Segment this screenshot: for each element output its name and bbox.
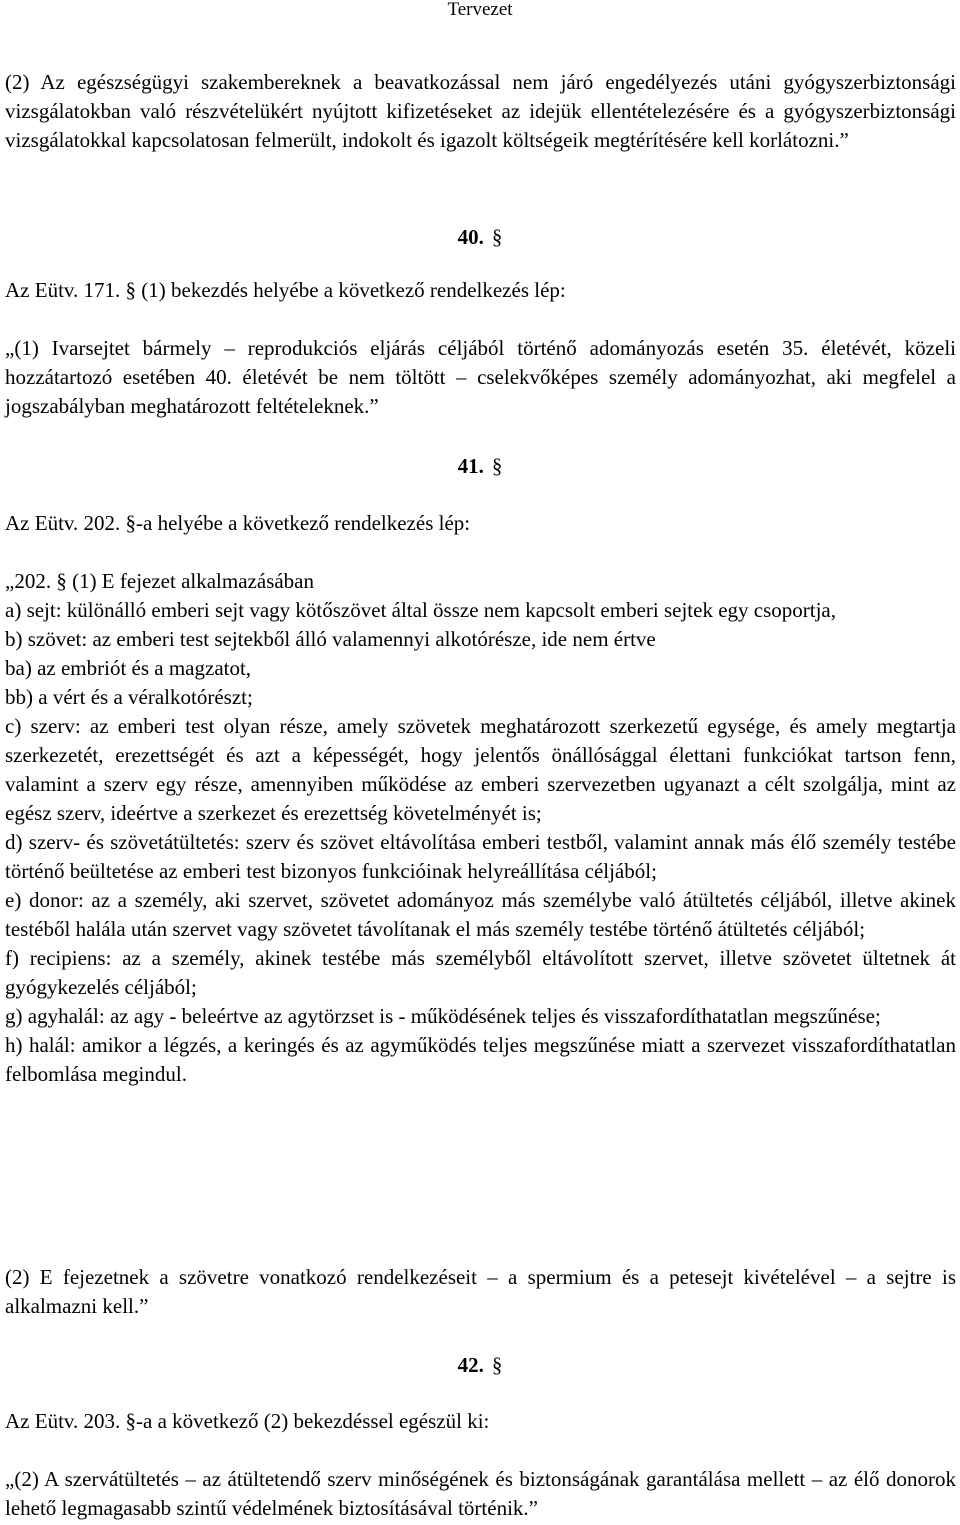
- section-heading-42: [0, 1351, 960, 1380]
- paragraph-gamete-donation: „(1) Ivarsejtet bármely – reprodukciós eljárás céljából történő adományozás esetén 35. életévét, közeli hozzátartozó esetében 40. életévét be nem töltött – cselekvőképes személy adományozhat, aki megfelel a jogszabályban meghatározott feltételeknek.”: [5, 336, 956, 418]
- amendment-intro-203: Az Eütv. 203. §-a a következő (2) bekezdéssel egészül ki:: [5, 1409, 490, 1433]
- section-heading-40: [0, 223, 960, 252]
- definition-death: h) halál: amikor a légzés, a keringés és az agyműködés teljes megszűnése miatt a szervezet visszafordíthatatlan felbomlása megindul.: [5, 1033, 956, 1086]
- definition-organ: c) szerv: az emberi test olyan része, amely szövetek meghatározott szerkezetű egysége, és amely megtartja szerkezetét, erezettségét és azt a képességét, hogy jelentős önállósággal élettani funkciókat tartson fenn, valamint a szerv egy része, amennyiben működése az emberi szervezetben ugyanazt a célt szolgálja, mint az egész szerv, ideértve a szerkezet és erezettség követelményét is;: [5, 714, 956, 825]
- definition-tissue-exception-ba: ba) az embriót és a magzatot,: [5, 656, 252, 680]
- definition-donor: e) donor: az a személy, aki szervet, szövetet adományoz más személybe való átültetés céljából, illetve akinek testéből halála után szervet vagy szövetet távolítanak el más személy testébe történő átültetés céljából;: [5, 888, 956, 941]
- section-sign: §: [491, 225, 503, 249]
- definitions-intro: „202. § (1) E fejezet alkalmazásában: [5, 569, 315, 593]
- amendment-intro-202: Az Eütv. 202. §-a helyébe a következő rendelkezés lép:: [5, 511, 471, 535]
- paragraph-transplant-protection: „(2) A szervátültetés – az átültetendő szerv minőségének és biztonságának garantálása mellett – az élő donorok lehető legmagasabb szintű védelmének biztosításával történik.”: [5, 1467, 956, 1520]
- draft-header: Tervezet: [447, 0, 513, 20]
- section-sign: §: [491, 1353, 503, 1377]
- section-number: 42.: [457, 1353, 484, 1377]
- section-sign: §: [491, 454, 503, 478]
- amendment-intro-171: Az Eütv. 171. § (1) bekezdés helyébe a következő rendelkezés lép:: [5, 278, 566, 302]
- definition-tissue: b) szövet: az emberi test sejtekből álló valamennyi alkotórésze, ide nem értve: [5, 627, 656, 651]
- definitions-block: [5, 567, 956, 1089]
- section-number: 41.: [457, 454, 484, 478]
- definition-cell: a) sejt: különálló emberi sejt vagy kötőszövet által össze nem kapcsolt emberi sejtek egy csoportja,: [5, 598, 837, 622]
- definition-recipient: f) recipiens: az a személy, akinek testébe más személyből eltávolított szervet, illetve szövetet ültetnek át gyógykezelés céljából;: [5, 946, 956, 999]
- definition-transplantation: d) szerv- és szövetátültetés: szerv és szövet eltávolítása emberi testből, valamint annak más élő személy testébe történő beültetése az emberi test bizonyos funkcióinak helyreállítása céljából;: [5, 830, 956, 883]
- section-number: 40.: [457, 225, 484, 249]
- definition-brain-death: g) agyhalál: az agy - beleértve az agytörzset is - működésének teljes és visszafordíthatatlan megszűnése;: [5, 1004, 881, 1028]
- paragraph-tissue-rules: (2) E fejezetnek a szövetre vonatkozó rendelkezéseit – a spermium és a petesejt kivételével – a sejtre is alkalmazni kell.”: [5, 1265, 956, 1318]
- definition-tissue-exception-bb: bb) a vért és a véralkotórészt;: [5, 685, 253, 709]
- paragraph-pharmacovigilance: (2) Az egészségügyi szakembereknek a beavatkozással nem járó engedélyezés utáni gyógyszerbiztonsági vizsgálatokban való részvételükért nyújtott kifizetéseket az idejük ellentételezésére és a gyógyszerbiztonsági vizsgálatokkal kapcsolatosan felmerült, indokolt és igazolt költségeik megtérítésére kell korlátozni.”: [5, 70, 956, 152]
- section-heading-41: [0, 452, 960, 481]
